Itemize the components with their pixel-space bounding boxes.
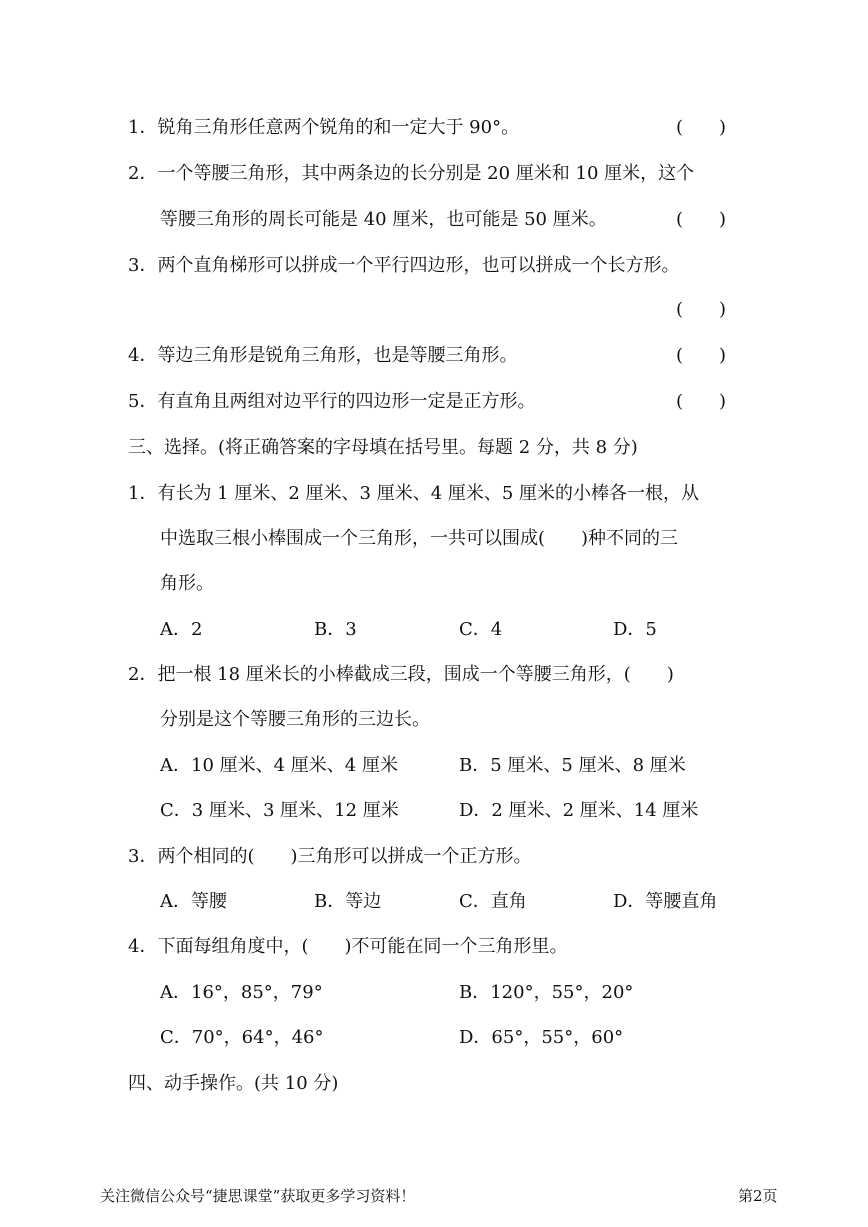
choice-q2-option-b[interactable]: B．5 厘米、5 厘米、8 厘米 (459, 755, 686, 776)
judgment-q3-text: 3．两个直角梯形可以拼成一个平行四边形，也可以拼成一个长方形。 (128, 255, 680, 276)
judgment-q3-answer-paren[interactable]: ( ) (676, 299, 727, 320)
judgment-q5-answer-paren[interactable]: ( ) (676, 391, 727, 412)
choice-q2-option-c[interactable]: C．3 厘米、3 厘米、12 厘米 (160, 800, 399, 821)
judgment-q2-line1: 2．一个等腰三角形，其中两条边的长分别是 20 厘米和 10 厘米，这个 (128, 163, 695, 184)
choice-q1-option-b[interactable]: B．3 (314, 619, 357, 640)
choice-q2-line2: 分别是这个等腰三角形的三边长。 (160, 709, 430, 730)
choice-q1-option-c[interactable]: C．4 (459, 619, 503, 640)
judgment-q4-text: 4．等边三角形是锐角三角形，也是等腰三角形。 (128, 345, 518, 366)
choice-q4-option-d[interactable]: D．65°，55°，60° (459, 1027, 624, 1048)
footer-promo-text: 关注微信公众号“捷思课堂”获取更多学习资料！ (100, 1187, 416, 1205)
page-number: 第2页 (738, 1187, 778, 1205)
choice-q4-option-a[interactable]: A．16°，85°，79° (160, 982, 323, 1003)
choice-q1-option-d[interactable]: D．5 (613, 619, 657, 640)
judgment-q5-text: 5．有直角且两组对边平行的四边形一定是正方形。 (128, 391, 536, 412)
choice-q3-option-a[interactable]: A．等腰 (160, 891, 227, 912)
choice-q3-option-d[interactable]: D．等腰直角 (613, 891, 718, 912)
choice-q1-option-a[interactable]: A．2 (160, 619, 203, 640)
section3-title: 三、选择。(将正确答案的字母填在括号里。每题 2 分，共 8 分) (128, 437, 638, 458)
choice-q1-line3: 角形。 (160, 573, 214, 594)
judgment-q1-answer-paren[interactable]: ( ) (676, 117, 727, 138)
choice-q4-line1: 4．下面每组角度中，( )不可能在同一个三角形里。 (128, 936, 568, 957)
choice-q3-line1: 3．两个相同的( )三角形可以拼成一个正方形。 (128, 846, 532, 867)
choice-q2-option-a[interactable]: A．10 厘米、4 厘米、4 厘米 (160, 755, 398, 776)
judgment-q1-text: 1．锐角三角形任意两个锐角的和一定大于 90°。 (128, 117, 520, 138)
choice-q3-option-c[interactable]: C．直角 (459, 891, 527, 912)
choice-q1-line2: 中选取三根小棒围成一个三角形，一共可以围成( )种不同的三 (160, 528, 679, 549)
choice-q2-line1: 2．把一根 18 厘米长的小棒截成三段，围成一个等腰三角形，( ) (128, 664, 674, 685)
judgment-q4-answer-paren[interactable]: ( ) (676, 345, 727, 366)
choice-q3-option-b[interactable]: B．等边 (314, 891, 382, 912)
judgment-q2-answer-paren[interactable]: ( ) (676, 209, 727, 230)
choice-q2-option-d[interactable]: D．2 厘米、2 厘米、14 厘米 (459, 800, 699, 821)
judgment-q2-line2: 等腰三角形的周长可能是 40 厘米，也可能是 50 厘米。 (160, 209, 607, 230)
choice-q4-option-c[interactable]: C．70°，64°，46° (160, 1027, 324, 1048)
choice-q4-option-b[interactable]: B．120°，55°，20° (459, 982, 634, 1003)
choice-q1-line1: 1．有长为 1 厘米、2 厘米、3 厘米、4 厘米、5 厘米的小棒各一根，从 (128, 483, 700, 504)
section4-title: 四、动手操作。(共 10 分) (128, 1073, 339, 1094)
